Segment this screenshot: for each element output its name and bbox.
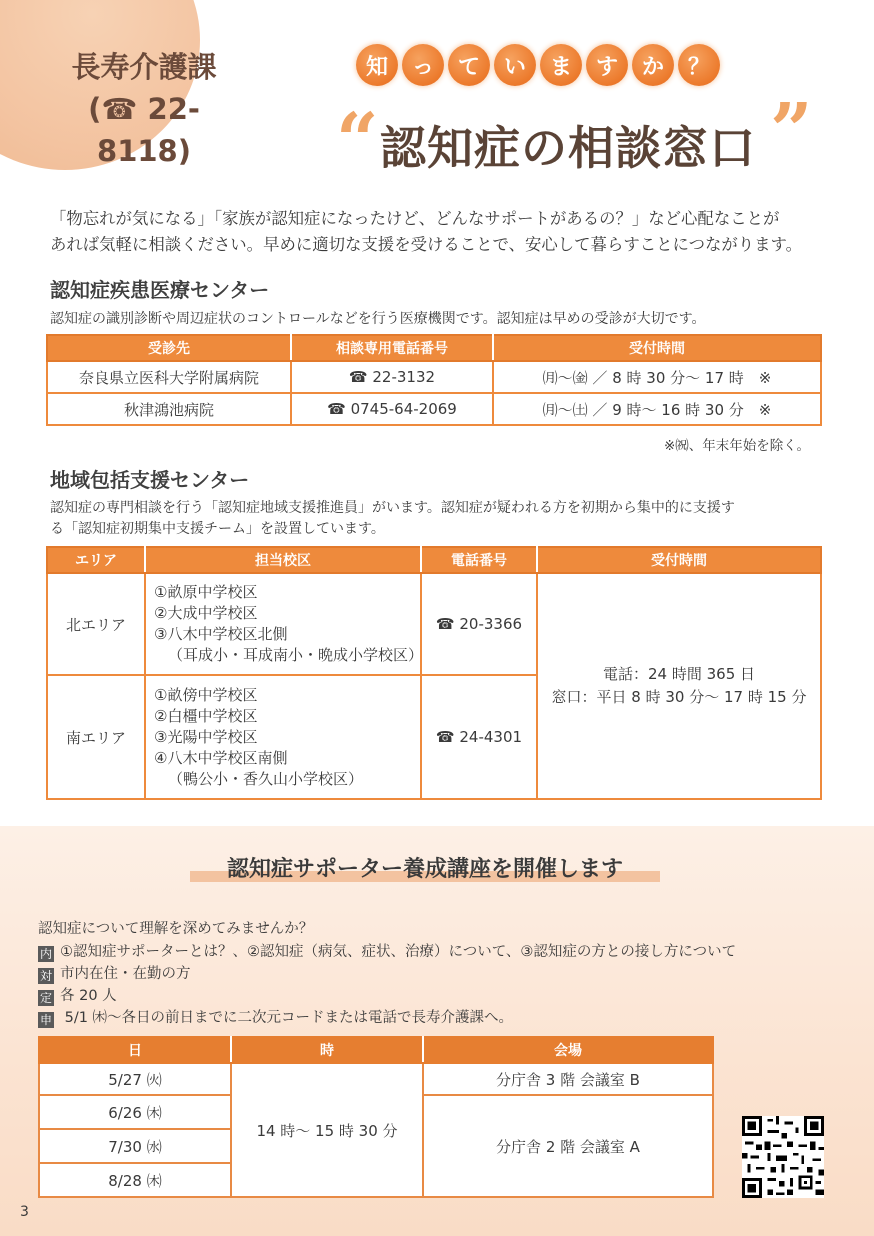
table-header-row: [47, 335, 821, 361]
apply-mark: 申: [39, 1013, 52, 1027]
course-time: 14 時～ 15 時 30 分: [231, 1063, 423, 1197]
course-info-item: [38, 985, 858, 1007]
badge-char: す: [586, 44, 628, 86]
column-header: 受付時間: [537, 547, 821, 573]
column-header: 受付時間: [493, 335, 821, 361]
target-mark: 対: [39, 969, 52, 983]
supporter-course-heading: 認知症サポーター養成講座を開催します: [190, 852, 660, 883]
course-info-list: [38, 941, 858, 1029]
school-district: ②白橿中学校区: [154, 706, 258, 725]
area-phone: ☎ 20-3366: [421, 573, 537, 675]
medical-center-heading: 認知症疾患医療センター: [50, 278, 270, 302]
school-district: ③光陽中学校区: [154, 727, 258, 746]
community-center-description: [50, 498, 840, 540]
badge-char: ま: [540, 44, 582, 86]
course-date: 5/27 ㈫: [39, 1063, 231, 1095]
course-info-item: [38, 941, 858, 963]
badge-char: て: [448, 44, 490, 86]
hours-line: 電話：24 時間 365 日: [602, 665, 756, 683]
description-line: る「認知症初期集中支援チーム」を設置しています。: [50, 521, 385, 537]
course-lead: 認知症について理解を深めてみませんか？: [38, 921, 314, 937]
department-block: [44, 46, 244, 172]
area-name: 北エリア: [47, 573, 145, 675]
hospital-name: 奈良県立医科大学附属病院: [47, 361, 291, 393]
hospital-hours: ㈪～㈯ ／ 9 時～ 16 時 30 分 ※: [493, 393, 821, 425]
course-info-item: [38, 963, 858, 985]
school-district: ②大成中学校区: [154, 604, 258, 622]
reception-hours: [537, 573, 821, 799]
badge-char: か: [632, 44, 674, 86]
close-quote-mark: ”: [770, 88, 813, 174]
column-header: 受診先: [47, 335, 291, 361]
table-row: [47, 361, 821, 393]
badge-char: っ: [402, 44, 444, 86]
open-quote-mark: “: [336, 98, 379, 184]
intro-text: [50, 206, 840, 258]
content-mark: 内: [39, 947, 52, 961]
school-district-list: [145, 675, 421, 799]
community-center-table: [46, 546, 822, 800]
medical-center-description: 認知症の識別診断や周辺症状のコントロールなどを行う医療機関です。認知症は早めの受診が大切です。: [50, 311, 706, 327]
column-header: エリア: [47, 547, 145, 573]
school-district: ③八木中学校区北側: [154, 625, 288, 643]
column-header: 相談専用電話番号: [291, 335, 493, 361]
course-date: 8/28 ㈭: [39, 1163, 231, 1197]
table-row: [39, 1063, 713, 1095]
course-info-text: 各 20 人: [60, 988, 117, 1004]
hospital-hours: ㈪～㈮ ／ 8 時 30 分～ 17 時 ※: [493, 361, 821, 393]
table-header-row: [47, 547, 821, 573]
course-venue: 分庁舎 3 階 会議室 B: [423, 1063, 713, 1095]
course-date: 7/30 ㈬: [39, 1129, 231, 1163]
school-district: ①畝原中学校区: [154, 583, 258, 601]
course-date: 6/26 ㈭: [39, 1095, 231, 1129]
table-row: [47, 573, 821, 675]
intro-line: あれば気軽に相談ください。早めに適切な支援を受けることで、安心して暮らすことにつながります。: [50, 235, 802, 254]
hospital-name: 秋津鴻池病院: [47, 393, 291, 425]
badge-char: ？: [678, 44, 720, 86]
hospital-phone: ☎ 22-3132: [291, 361, 493, 393]
column-header: 時: [231, 1037, 423, 1063]
holiday-note: ※㈷、年末年始を除く。: [663, 438, 810, 454]
school-district: ④八木中学校区南側: [154, 748, 288, 767]
area-name: 南エリア: [47, 675, 145, 799]
column-header: 会場: [423, 1037, 713, 1063]
hospital-phone: ☎ 0745-64-2069: [291, 393, 493, 425]
school-district: ①畝傍中学校区: [154, 685, 258, 704]
course-schedule-table: [38, 1036, 714, 1198]
page-title: 認知症の相談窓口: [380, 121, 756, 175]
page-number: 3: [20, 1204, 29, 1220]
school-district-list: [145, 573, 424, 675]
course-info-text: 市内在住・在勤の方: [60, 966, 191, 982]
course-info-item: [38, 1007, 858, 1029]
capacity-mark: 定: [39, 991, 52, 1005]
column-header: 担当校区: [145, 547, 421, 573]
area-phone: ☎ 24-4301: [421, 675, 537, 799]
description-line: 認知症の専門相談を行う「認知症地域支援推進員」がいます。認知症が疑われる方を初期から集中的に支援す: [50, 500, 735, 516]
qr-code-icon[interactable]: [742, 1116, 824, 1198]
column-header: 日: [39, 1037, 231, 1063]
hours-line: 窓口：平日 8 時 30 分～ 17 時 15 分: [551, 688, 807, 706]
intro-line: 「物忘れが気になる」「家族が認知症になったけど、どんなサポートがあるの？」など心配なことが: [50, 209, 780, 228]
course-info-text: 5/1 ㈭～各日の前日までに二次元コードまたは電話で長寿介護課へ。: [60, 1010, 514, 1026]
medical-center-table: [46, 334, 822, 426]
table-header-row: [39, 1037, 713, 1063]
course-venue: 分庁舎 2 階 会議室 A: [423, 1095, 713, 1197]
community-center-heading: 地域包括支援センター: [50, 468, 250, 492]
table-row: [47, 393, 821, 425]
school-district: （鴨公小・香久山小学校区）: [168, 769, 364, 788]
badge-char: 知: [356, 44, 398, 86]
badge-char: い: [494, 44, 536, 86]
course-info-text: ①認知症サポーターとは？、②認知症（病気、症状、治療）について、③認知症の方との接し方について: [60, 944, 737, 960]
department-name: 長寿介護課: [71, 50, 217, 84]
department-phone: (☎ 22-8118): [88, 92, 200, 168]
column-header: 電話番号: [421, 547, 537, 573]
school-district: （耳成小・耳成南小・晩成小学校区）: [168, 646, 424, 664]
question-badges: [356, 44, 720, 86]
